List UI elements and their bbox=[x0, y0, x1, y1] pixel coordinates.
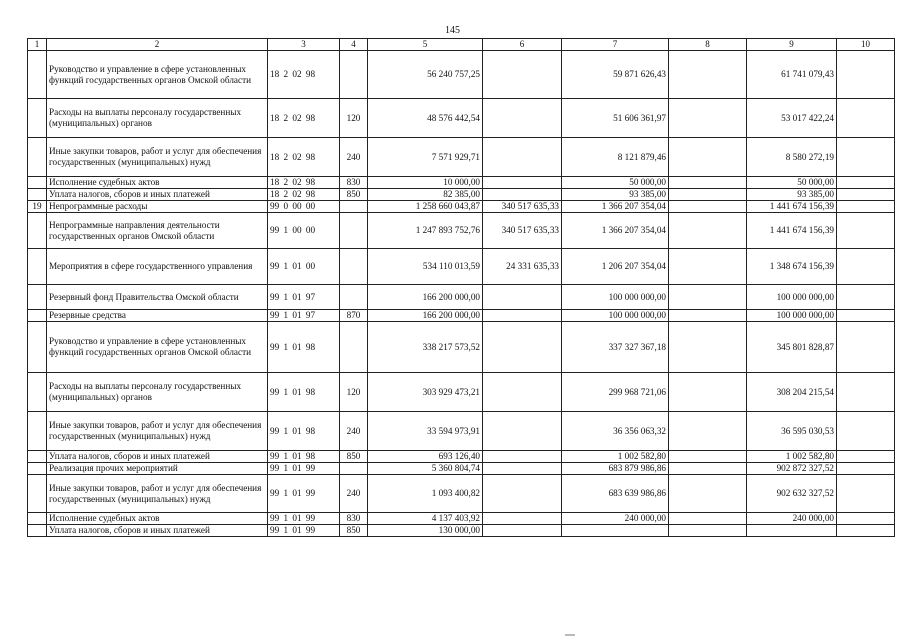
amount-col5-cell: 338 217 573,52 bbox=[368, 322, 483, 373]
amount-col10-cell bbox=[837, 285, 895, 310]
amount-col5-cell: 82 385,00 bbox=[368, 189, 483, 201]
amount-col9-cell: 8 580 272,19 bbox=[747, 138, 837, 177]
amount-col10-cell bbox=[837, 322, 895, 373]
item-name-cell: Иные закупки товаров, работ и услуг для обеспечения государственных (муниципальных) нужд bbox=[47, 475, 268, 513]
item-name-cell: Расходы на выплаты персоналу государственных (муниципальных) органов bbox=[47, 99, 268, 138]
amount-col7-cell: 100 000 000,00 bbox=[562, 310, 669, 322]
amount-col8-cell bbox=[669, 213, 747, 249]
target-code-cell: 99 1 01 98 bbox=[268, 451, 340, 463]
item-name-cell: Иные закупки товаров, работ и услуг для обеспечения государственных (муниципальных) нужд bbox=[47, 412, 268, 451]
amount-col10-cell bbox=[837, 310, 895, 322]
amount-col8-cell bbox=[669, 525, 747, 537]
table-row bbox=[28, 373, 895, 412]
amount-col6-cell bbox=[483, 285, 562, 310]
amount-col9-cell: 1 441 674 156,39 bbox=[747, 213, 837, 249]
item-name-cell: Реализация прочих мероприятий bbox=[47, 463, 268, 475]
amount-col7-cell: 51 606 361,97 bbox=[562, 99, 669, 138]
table-row bbox=[28, 412, 895, 451]
amount-col5-cell: 166 200 000,00 bbox=[368, 310, 483, 322]
target-code-cell: 99 1 01 98 bbox=[268, 373, 340, 412]
page-number: 145 bbox=[445, 25, 460, 36]
target-code-cell: 18 2 02 98 bbox=[268, 99, 340, 138]
amount-col5-cell: 303 929 473,21 bbox=[368, 373, 483, 412]
item-name-cell: Руководство и управление в сфере установленных функций государственных органов Омской области bbox=[47, 51, 268, 99]
target-code-cell: 99 1 01 99 bbox=[268, 475, 340, 513]
target-code-cell: 18 2 02 98 bbox=[268, 177, 340, 189]
amount-col8-cell bbox=[669, 51, 747, 99]
amount-col9-cell: 240 000,00 bbox=[747, 513, 837, 525]
amount-col10-cell bbox=[837, 249, 895, 285]
item-name-cell: Уплата налогов, сборов и иных платежей bbox=[47, 451, 268, 463]
amount-col9-cell: 50 000,00 bbox=[747, 177, 837, 189]
target-code-cell: 18 2 02 98 bbox=[268, 189, 340, 201]
amount-col7-cell: 1 366 207 354,04 bbox=[562, 201, 669, 213]
amount-col10-cell bbox=[837, 451, 895, 463]
row-number-cell bbox=[28, 213, 47, 249]
amount-col7-cell: 240 000,00 bbox=[562, 513, 669, 525]
header-row bbox=[28, 39, 895, 51]
amount-col5-cell: 166 200 000,00 bbox=[368, 285, 483, 310]
amount-col6-cell bbox=[483, 99, 562, 138]
amount-col6-cell: 24 331 635,33 bbox=[483, 249, 562, 285]
amount-col8-cell bbox=[669, 285, 747, 310]
column-header: 6 bbox=[483, 39, 562, 51]
target-code-cell: 99 1 01 99 bbox=[268, 525, 340, 537]
row-number-cell bbox=[28, 513, 47, 525]
item-name-cell: Мероприятия в сфере государственного управления bbox=[47, 249, 268, 285]
amount-col6-cell: 340 517 635,33 bbox=[483, 213, 562, 249]
table-row bbox=[28, 99, 895, 138]
amount-col6-cell bbox=[483, 475, 562, 513]
amount-col9-cell: 100 000 000,00 bbox=[747, 310, 837, 322]
table-row bbox=[28, 525, 895, 537]
expense-type-cell: 870 bbox=[340, 310, 368, 322]
amount-col8-cell bbox=[669, 412, 747, 451]
column-header: 9 bbox=[747, 39, 837, 51]
table-row bbox=[28, 138, 895, 177]
amount-col9-cell: 902 872 327,52 bbox=[747, 463, 837, 475]
expense-type-cell bbox=[340, 463, 368, 475]
expense-type-cell bbox=[340, 322, 368, 373]
expense-type-cell: 240 bbox=[340, 138, 368, 177]
column-header: 3 bbox=[268, 39, 340, 51]
amount-col7-cell: 1 206 207 354,04 bbox=[562, 249, 669, 285]
amount-col10-cell bbox=[837, 213, 895, 249]
expense-type-cell: 850 bbox=[340, 189, 368, 201]
amount-col8-cell bbox=[669, 99, 747, 138]
row-number-cell: 19 bbox=[28, 201, 47, 213]
row-number-cell bbox=[28, 138, 47, 177]
amount-col5-cell: 693 126,40 bbox=[368, 451, 483, 463]
table-row bbox=[28, 475, 895, 513]
amount-col9-cell: 902 632 327,52 bbox=[747, 475, 837, 513]
amount-col7-cell bbox=[562, 525, 669, 537]
table-row bbox=[28, 177, 895, 189]
amount-col6-cell bbox=[483, 451, 562, 463]
amount-col6-cell bbox=[483, 412, 562, 451]
amount-col10-cell bbox=[837, 99, 895, 138]
amount-col5-cell: 130 000,00 bbox=[368, 525, 483, 537]
amount-col7-cell: 8 121 879,46 bbox=[562, 138, 669, 177]
item-name-cell: Расходы на выплаты персоналу государственных (муниципальных) органов bbox=[47, 373, 268, 412]
expense-type-cell bbox=[340, 285, 368, 310]
table-row bbox=[28, 463, 895, 475]
table-row bbox=[28, 285, 895, 310]
table-row bbox=[28, 249, 895, 285]
amount-col10-cell bbox=[837, 463, 895, 475]
amount-col6-cell bbox=[483, 189, 562, 201]
row-number-cell bbox=[28, 177, 47, 189]
amount-col9-cell: 308 204 215,54 bbox=[747, 373, 837, 412]
amount-col7-cell: 1 002 582,80 bbox=[562, 451, 669, 463]
row-number-cell bbox=[28, 475, 47, 513]
amount-col7-cell: 1 366 207 354,04 bbox=[562, 213, 669, 249]
row-number-cell bbox=[28, 463, 47, 475]
amount-col9-cell: 345 801 828,87 bbox=[747, 322, 837, 373]
row-number-cell bbox=[28, 451, 47, 463]
amount-col9-cell: 53 017 422,24 bbox=[747, 99, 837, 138]
column-header: 1 bbox=[28, 39, 47, 51]
amount-col8-cell bbox=[669, 189, 747, 201]
target-code-cell: 99 1 01 98 bbox=[268, 412, 340, 451]
amount-col8-cell bbox=[669, 249, 747, 285]
amount-col9-cell: 93 385,00 bbox=[747, 189, 837, 201]
amount-col5-cell: 56 240 757,25 bbox=[368, 51, 483, 99]
expense-type-cell: 830 bbox=[340, 513, 368, 525]
column-header: 10 bbox=[837, 39, 895, 51]
amount-col8-cell bbox=[669, 322, 747, 373]
item-name-cell: Исполнение судебных актов bbox=[47, 177, 268, 189]
expense-type-cell bbox=[340, 201, 368, 213]
row-number-cell bbox=[28, 51, 47, 99]
amount-col7-cell: 337 327 367,18 bbox=[562, 322, 669, 373]
amount-col8-cell bbox=[669, 475, 747, 513]
table-row bbox=[28, 513, 895, 525]
row-number-cell bbox=[28, 285, 47, 310]
amount-col5-cell: 1 258 660 043,87 bbox=[368, 201, 483, 213]
target-code-cell: 99 1 01 00 bbox=[268, 249, 340, 285]
amount-col8-cell bbox=[669, 513, 747, 525]
target-code-cell: 18 2 02 98 bbox=[268, 51, 340, 99]
item-name-cell: Непрограммные направления деятельности государственных органов Омской области bbox=[47, 213, 268, 249]
amount-col7-cell: 36 356 063,32 bbox=[562, 412, 669, 451]
expense-type-cell: 830 bbox=[340, 177, 368, 189]
amount-col6-cell bbox=[483, 51, 562, 99]
target-code-cell: 99 0 00 00 bbox=[268, 201, 340, 213]
amount-col6-cell bbox=[483, 138, 562, 177]
amount-col9-cell: 1 348 674 156,39 bbox=[747, 249, 837, 285]
item-name-cell: Иные закупки товаров, работ и услуг для обеспечения государственных (муниципальных) нужд bbox=[47, 138, 268, 177]
item-name-cell: Непрограммные расходы bbox=[47, 201, 268, 213]
row-number-cell bbox=[28, 373, 47, 412]
column-header: 5 bbox=[368, 39, 483, 51]
row-number-cell bbox=[28, 99, 47, 138]
table-row bbox=[28, 201, 895, 213]
amount-col6-cell: 340 517 635,33 bbox=[483, 201, 562, 213]
scan-mark bbox=[565, 634, 575, 636]
amount-col5-cell: 534 110 013,59 bbox=[368, 249, 483, 285]
expense-type-cell: 240 bbox=[340, 475, 368, 513]
amount-col10-cell bbox=[837, 51, 895, 99]
amount-col7-cell: 683 879 986,86 bbox=[562, 463, 669, 475]
item-name-cell: Резервный фонд Правительства Омской области bbox=[47, 285, 268, 310]
target-code-cell: 99 1 01 98 bbox=[268, 322, 340, 373]
amount-col6-cell bbox=[483, 513, 562, 525]
table-row bbox=[28, 451, 895, 463]
row-number-cell bbox=[28, 322, 47, 373]
amount-col9-cell: 61 741 079,43 bbox=[747, 51, 837, 99]
amount-col5-cell: 4 137 403,92 bbox=[368, 513, 483, 525]
target-code-cell: 99 1 01 99 bbox=[268, 463, 340, 475]
amount-col8-cell bbox=[669, 463, 747, 475]
amount-col6-cell bbox=[483, 525, 562, 537]
row-number-cell bbox=[28, 310, 47, 322]
expense-type-cell: 850 bbox=[340, 451, 368, 463]
amount-col10-cell bbox=[837, 475, 895, 513]
amount-col8-cell bbox=[669, 373, 747, 412]
expense-type-cell bbox=[340, 51, 368, 99]
table-row bbox=[28, 322, 895, 373]
amount-col7-cell: 683 639 986,86 bbox=[562, 475, 669, 513]
amount-col9-cell bbox=[747, 525, 837, 537]
expense-type-cell: 240 bbox=[340, 412, 368, 451]
amount-col10-cell bbox=[837, 138, 895, 177]
column-header: 4 bbox=[340, 39, 368, 51]
target-code-cell: 99 1 01 97 bbox=[268, 310, 340, 322]
amount-col8-cell bbox=[669, 138, 747, 177]
target-code-cell: 99 1 00 00 bbox=[268, 213, 340, 249]
expense-type-cell bbox=[340, 213, 368, 249]
amount-col6-cell bbox=[483, 310, 562, 322]
amount-col8-cell bbox=[669, 451, 747, 463]
amount-col7-cell: 299 968 721,06 bbox=[562, 373, 669, 412]
amount-col8-cell bbox=[669, 177, 747, 189]
row-number-cell bbox=[28, 525, 47, 537]
target-code-cell: 99 1 01 97 bbox=[268, 285, 340, 310]
row-number-cell bbox=[28, 249, 47, 285]
row-number-cell bbox=[28, 189, 47, 201]
row-number-cell bbox=[28, 412, 47, 451]
expense-type-cell bbox=[340, 249, 368, 285]
amount-col6-cell bbox=[483, 373, 562, 412]
item-name-cell: Уплата налогов, сборов и иных платежей bbox=[47, 525, 268, 537]
amount-col9-cell: 1 002 582,80 bbox=[747, 451, 837, 463]
column-header: 2 bbox=[47, 39, 268, 51]
table-row bbox=[28, 51, 895, 99]
amount-col10-cell bbox=[837, 177, 895, 189]
amount-col9-cell: 100 000 000,00 bbox=[747, 285, 837, 310]
expense-type-cell: 120 bbox=[340, 373, 368, 412]
amount-col10-cell bbox=[837, 189, 895, 201]
budget-table bbox=[27, 38, 895, 537]
target-code-cell: 99 1 01 99 bbox=[268, 513, 340, 525]
table-row bbox=[28, 310, 895, 322]
amount-col7-cell: 59 871 626,43 bbox=[562, 51, 669, 99]
table-row bbox=[28, 189, 895, 201]
amount-col5-cell: 7 571 929,71 bbox=[368, 138, 483, 177]
item-name-cell: Уплата налогов, сборов и иных платежей bbox=[47, 189, 268, 201]
amount-col6-cell bbox=[483, 322, 562, 373]
amount-col5-cell: 48 576 442,54 bbox=[368, 99, 483, 138]
amount-col10-cell bbox=[837, 525, 895, 537]
amount-col10-cell bbox=[837, 373, 895, 412]
item-name-cell: Исполнение судебных актов bbox=[47, 513, 268, 525]
amount-col6-cell bbox=[483, 177, 562, 189]
amount-col7-cell: 50 000,00 bbox=[562, 177, 669, 189]
amount-col5-cell: 33 594 973,91 bbox=[368, 412, 483, 451]
expense-type-cell: 120 bbox=[340, 99, 368, 138]
column-header: 8 bbox=[669, 39, 747, 51]
column-header: 7 bbox=[562, 39, 669, 51]
expense-type-cell: 850 bbox=[340, 525, 368, 537]
amount-col10-cell bbox=[837, 412, 895, 451]
amount-col10-cell bbox=[837, 201, 895, 213]
table-row bbox=[28, 213, 895, 249]
item-name-cell: Резервные средства bbox=[47, 310, 268, 322]
target-code-cell: 18 2 02 98 bbox=[268, 138, 340, 177]
amount-col6-cell bbox=[483, 463, 562, 475]
amount-col10-cell bbox=[837, 513, 895, 525]
amount-col7-cell: 93 385,00 bbox=[562, 189, 669, 201]
amount-col5-cell: 1 247 893 752,76 bbox=[368, 213, 483, 249]
amount-col9-cell: 1 441 674 156,39 bbox=[747, 201, 837, 213]
amount-col5-cell: 5 360 804,74 bbox=[368, 463, 483, 475]
amount-col9-cell: 36 595 030,53 bbox=[747, 412, 837, 451]
amount-col7-cell: 100 000 000,00 bbox=[562, 285, 669, 310]
amount-col8-cell bbox=[669, 310, 747, 322]
amount-col8-cell bbox=[669, 201, 747, 213]
item-name-cell: Руководство и управление в сфере установленных функций государственных органов Омской области bbox=[47, 322, 268, 373]
amount-col5-cell: 10 000,00 bbox=[368, 177, 483, 189]
amount-col5-cell: 1 093 400,82 bbox=[368, 475, 483, 513]
